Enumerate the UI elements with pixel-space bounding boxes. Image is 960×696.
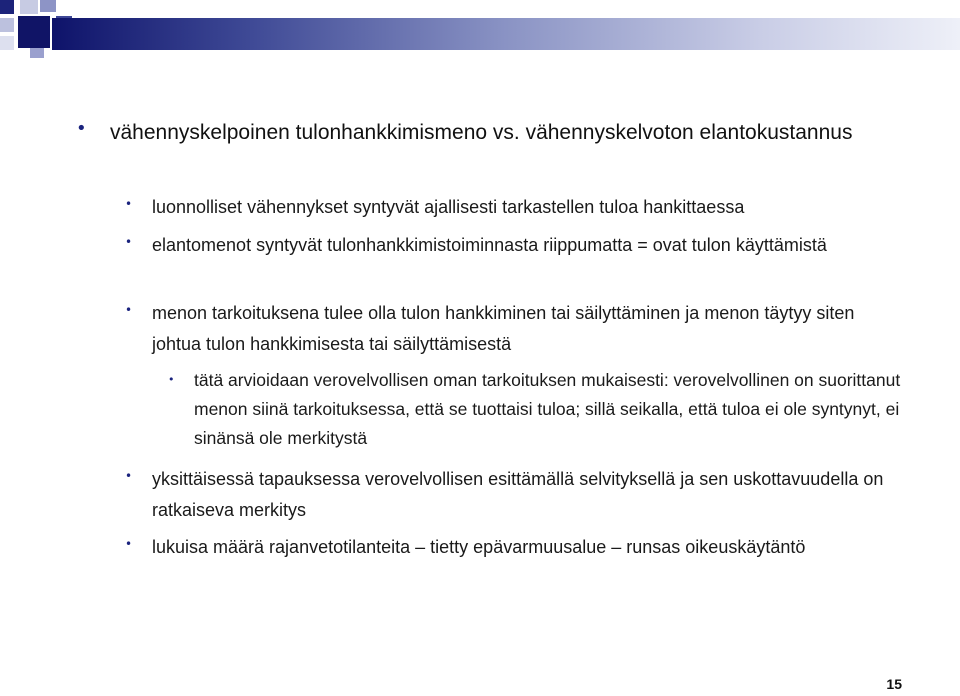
bullet-assessment: tätä arvioidaan verovelvollisen oman tarkoituksen mukaisesti: verovelvollinen on suorittanut menon siinä tarkoituksessa, että se tuottaisi tuloa; sillä seikalla, että tuloa ei ole syntynyt, ei sinänsä ole merkitystä (194, 370, 901, 448)
bullet-living-expenses: elantomenot syntyvät tulonhankkimistoiminnasta riippumatta = ovat tulon käyttämistä (152, 235, 827, 255)
bullet-marker: • (125, 537, 133, 551)
bullet-marker: • (168, 373, 175, 386)
bullet-individual-case: yksittäisessä tapauksessa verovelvollisen esittämällä selvityksellä ja sen uskottavuudella on ratkaiseva merkitys (152, 469, 884, 520)
bullet-borderline-cases: lukuisa määrä rajanvetotilanteita – tietty epävarmuusalue – runsas oikeuskäytäntö (152, 537, 806, 557)
bullet-marker: • (125, 303, 133, 317)
bullet-main-topic: vähennyskelpoinen tulonhankkimismeno vs. vähennyskelvoton elantokustannus (110, 121, 853, 144)
bullet-marker: • (125, 469, 133, 483)
page-number: 15 (886, 676, 902, 692)
bullet-marker: • (125, 235, 133, 249)
bullet-natural-deductions: luonnolliset vähennykset syntyvät ajallisesti tarkastellen tuloa hankittaessa (152, 197, 745, 217)
bullet-expense-purpose: menon tarkoituksena tulee olla tulon hankkiminen tai säilyttäminen ja menon täytyy siten johtua tulon hankkimisesta tai säilyttämisestä (152, 303, 855, 354)
bullet-marker: • (125, 197, 133, 211)
bullet-marker: • (76, 118, 87, 139)
